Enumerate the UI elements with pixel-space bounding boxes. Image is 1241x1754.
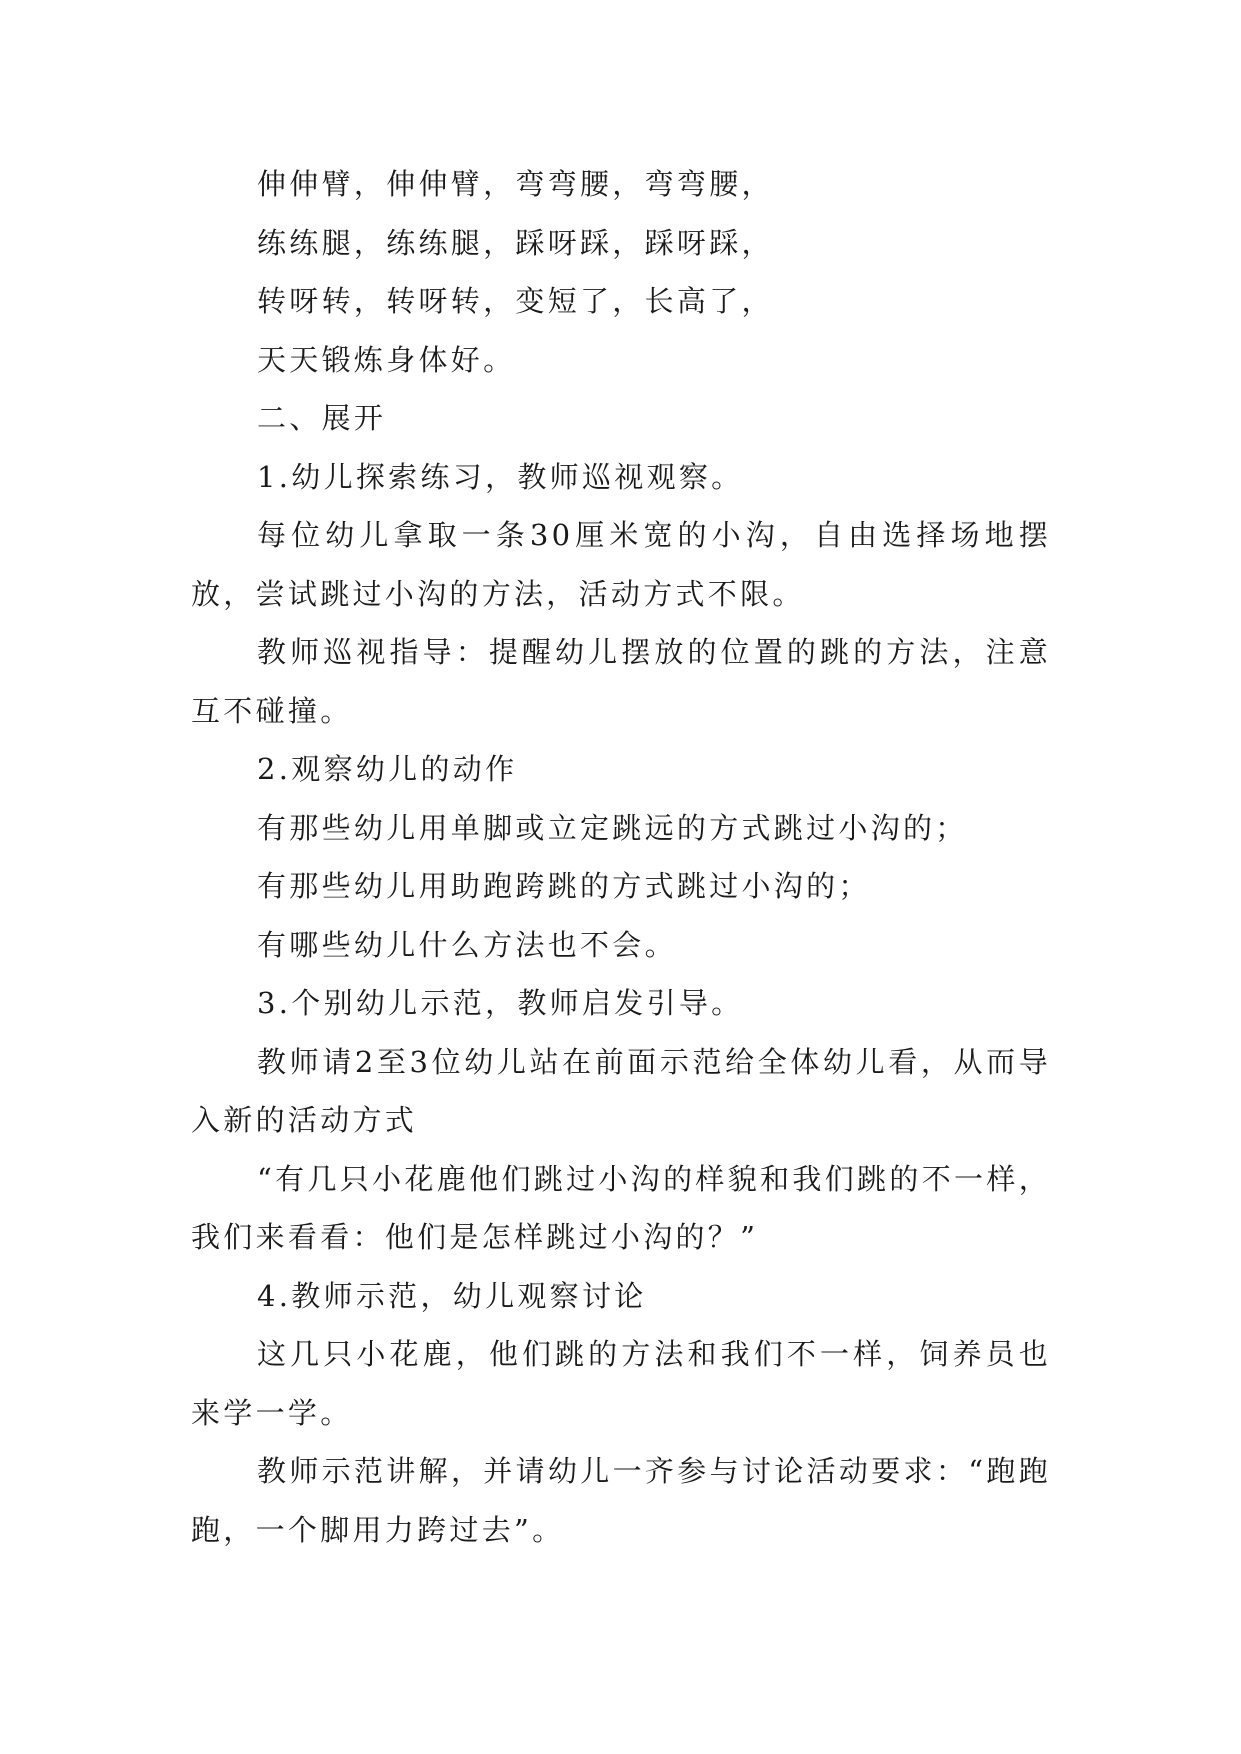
- paragraph: 有那些幼儿用单脚或立定跳远的方式跳过小沟的；: [257, 810, 968, 845]
- step-heading: 3.个别幼儿示范，教师启发引导。: [257, 986, 744, 1020]
- paragraph: 这几只小花鹿，他们跳的方法和我们不一样，饲养员也来学一学。: [191, 1337, 1051, 1430]
- paragraph: 每位幼儿拿取一条30厘米宽的小沟，自由选择场地摆放，尝试跳过小沟的方法，活动方式不限。: [191, 518, 1051, 611]
- paragraph: 教师示范讲解，并请幼儿一齐参与讨论活动要求：“跑跑跑，一个脚用力跨过去”。: [191, 1454, 1051, 1547]
- paragraph: 转呀转，转呀转，变短了，长高了，: [257, 284, 774, 318]
- paragraph: 有哪些幼儿什么方法也不会。: [257, 927, 677, 962]
- document-page: [191, 155, 1051, 1559]
- paragraph: 教师巡视指导：提醒幼儿摆放的位置的跳的方法，注意互不碰撞。: [191, 635, 1051, 728]
- paragraph: 伸伸臂，伸伸臂，弯弯腰，弯弯腰，: [257, 167, 774, 201]
- step-heading: 1.幼儿探索练习，教师巡视观察。: [257, 459, 744, 494]
- section-heading: 二、展开: [257, 401, 387, 435]
- step-heading: 2.观察幼儿的动作: [257, 752, 518, 786]
- paragraph: 练练腿，练练腿，踩呀踩，踩呀踩，: [257, 225, 774, 260]
- step-heading: 4.教师示范，幼儿观察讨论: [257, 1278, 647, 1313]
- quote-paragraph: “有几只小花鹿他们跳过小沟的样貌和我们跳的不一样，我们来看看：他们是怎样跳过小沟的？”: [191, 1161, 1051, 1254]
- paragraph: 教师请2至3位幼儿站在前面示范给全体幼儿看，从而导入新的活动方式: [191, 1044, 1051, 1137]
- paragraph: 有那些幼儿用助跑跨跳的方式跳过小沟的；: [257, 869, 871, 903]
- paragraph: 天天锻炼身体好。: [257, 342, 516, 377]
